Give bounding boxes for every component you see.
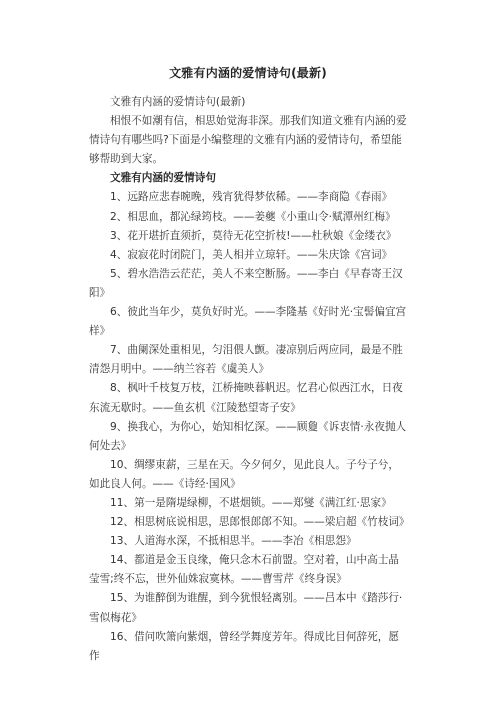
poem-line: 11、第一是隋堤绿柳，不堪烟锁。——郑燮《满江红·思家》 bbox=[110, 496, 392, 509]
intro-paragraph: 相恨不如潮有信，相思始觉海非深。那我们知道文雅有内涵的爱情诗句有哪些吗?下面是小编整理的文雅有内涵的爱情诗句，希望能够帮助到大家。 bbox=[89, 115, 407, 166]
poem-line: 3、花开堪折直须折，莫待无花空折枝!——杜秋娘《金缕衣》 bbox=[110, 229, 397, 242]
poem-line: 8、枫叶千枝复万枝，江桥掩映暮帆迟。忆君心似西江水，日夜东流无歇时。——鱼玄机《江陵愁望寄子安》 bbox=[89, 382, 403, 414]
poem-line: 7、曲阑深处重相见，匀泪偎人颤。凄凉别后两应同，最是不胜清怨月明中。——纳兰容若《虞美人》 bbox=[89, 344, 403, 376]
document-subtitle: 文雅有内涵的爱情诗句(最新) bbox=[110, 96, 246, 108]
poem-line: 2、相思血，都沁绿筠枝。——姜夔《小重山令·赋潭州红梅》 bbox=[110, 210, 396, 223]
poem-line: 16、借问吹箫向紫烟，曾经学舞度芳年。得成比目何辞死，愿作 bbox=[89, 630, 399, 662]
poem-line: 10、绸缪束薪，三星在天。今夕何夕，见此良人。子兮子兮，如此良人何。——《诗经·国风》 bbox=[89, 458, 399, 490]
poem-line: 12、相思树底说相思，思郎恨郎郎不知。——梁启超《竹枝词》 bbox=[110, 516, 410, 529]
poem-line: 5、碧水浩浩云茫茫，美人不来空断肠。——李白《早春寄王汉阳》 bbox=[89, 267, 403, 299]
poem-line: 9、换我心，为你心，始知相忆深。——顾敻《诉衷情·永夜抛人何处去》 bbox=[89, 420, 407, 452]
poem-line: 14、都道是金玉良缘，俺只念木石前盟。空对着，山中高士晶莹雪;终不忘，世外仙姝寂寞林。——曹雪芹《终身误》 bbox=[89, 554, 399, 586]
section-heading: 文雅有内涵的爱情诗句 bbox=[110, 172, 216, 185]
poem-line: 1、远路应悲春晼晚，残宵犹得梦依稀。——李商隐《春雨》 bbox=[110, 191, 393, 204]
poem-line: 6、彼此当年少，莫负好时光。——李隆基《好时光·宝髻偏宜宫样》 bbox=[89, 306, 407, 338]
poem-line: 4、寂寂花时闭院门，美人相并立琼轩。——朱庆馀《宫词》 bbox=[110, 248, 393, 261]
document-body bbox=[89, 93, 409, 666]
poem-line: 15、为谁醉倒为谁醒，到今犹恨轻离别。——吕本中《踏莎行·雪似梅花》 bbox=[89, 592, 403, 624]
document-title: 文雅有内涵的爱情诗句(最新) bbox=[169, 66, 327, 80]
poem-line: 13、人道海水深，不抵相思半。——李冶《相思怨》 bbox=[110, 535, 357, 548]
